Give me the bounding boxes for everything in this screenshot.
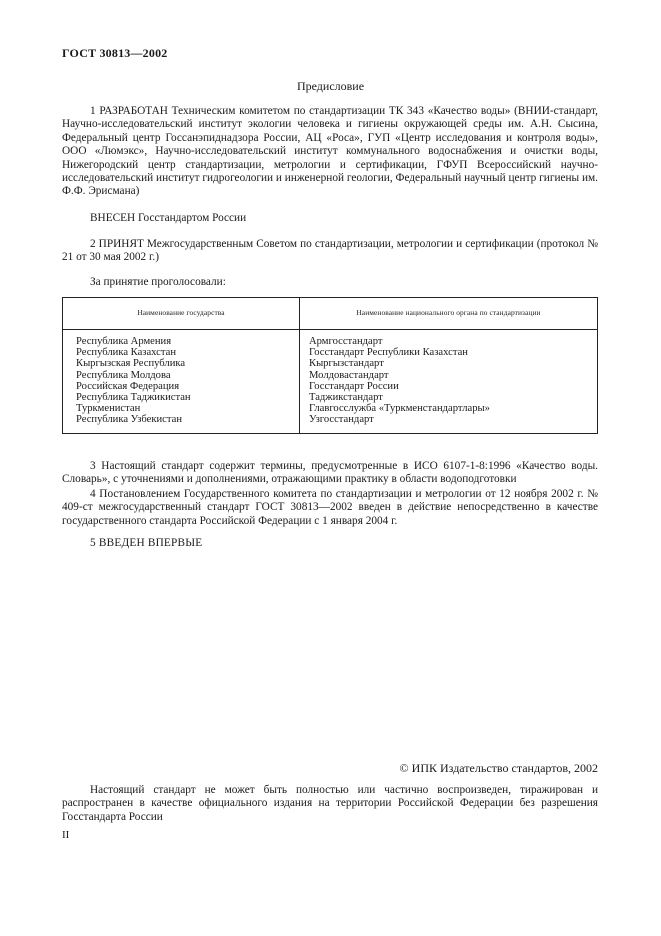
table-cell-body: Молдовастандарт	[309, 369, 389, 381]
paragraph-developed-by: 1 РАЗРАБОТАН Техническим комитетом по стандартизации ТК 343 «Качество воды» (ВНИИ-стандарт, Научно-исследовательский институт экологии человека и гигиены окружающей среды им. А.Н. Сысина, Федеральный центр Госсанэпиднадзора России, АЦ «Роса», ГУП «Центр исследования и контроля воды», ООО «Люмэкс», Научно-исследовательский институт коммунального водоснабжения и очистки воды, Нижегородский центр стандартизации, метрологии и сертификации, ГФУП Всероссийский научно-исследовательский институт гидрогеологии и инженерной геологии, Федеральный научный центр гигиены им. Ф.Ф. Эрисмана)	[62, 105, 598, 198]
table-header-state: Наименование государства	[137, 308, 225, 317]
paragraph-voted-for: За принятие проголосовали:	[90, 276, 226, 288]
table-cell-body: Таджикстандарт	[309, 392, 383, 404]
table-cell-state: Российская Федерация	[76, 380, 180, 392]
table-cell-state: Республика Армения	[76, 336, 172, 347]
paragraph-terms: 3 Настоящий стандарт содержит термины, предусмотренные в ИСО 6107-1-8:1996 «Качество воды. Словарь», с уточнениями и дополнениями, отражающими практику в области водоподготовки	[62, 460, 598, 486]
reproduction-notice: Настоящий стандарт не может быть полностью или частично воспроизведен, тиражирован и распространен в качестве официального издания на территории Российской Федерации без разрешения Госстандарта России	[62, 784, 598, 823]
section-title: Предисловие	[296, 79, 365, 93]
paragraph-resolution: 4 Постановлением Государственного комитета по стандартизации и метрологии от 12 ноября 2002 г. № 409-ст межгосударственный стандарт ГОСТ 30813—2002 введен в действие непосредственно в качестве государственного стандарта Российской Федерации с 1 января 2004 г.	[62, 488, 598, 527]
paragraph-introduced-by: ВНЕСЕН Госстандартом России	[90, 212, 247, 224]
table-cell-body: Кыргызстандарт	[309, 358, 384, 370]
table-header-divider	[63, 329, 597, 330]
table-cell-state: Республика Таджикистан	[76, 392, 191, 404]
table-cell-body: Главгосслужба «Туркменстандартлары»	[309, 403, 490, 415]
table-cell-body: Госстандарт Республики Казахстан	[309, 347, 468, 359]
paragraph-adopted-by: 2 ПРИНЯТ Межгосударственным Советом по стандартизации, метрологии и сертификации (протокол № 21 от 30 мая 2002 г.)	[62, 238, 598, 264]
voting-table	[62, 297, 598, 434]
copyright-notice: © ИПК Издательство стандартов, 2002	[399, 761, 598, 775]
table-header-body: Наименование национального органа по стандартизации	[356, 308, 541, 317]
table-cell-body: Армгосстандарт	[309, 336, 383, 347]
document-header: ГОСТ 30813—2002	[62, 46, 168, 60]
paragraph-first-introduced: 5 ВВЕДЕН ВПЕРВЫЕ	[90, 537, 203, 549]
table-cell-state: Республика Казахстан	[76, 347, 177, 359]
table-cell-state: Кыргызская Республика	[76, 358, 186, 370]
table-cell-body: Госстандарт России	[309, 380, 399, 392]
table-cell-state: Республика Молдова	[76, 369, 171, 381]
table-column-divider	[299, 298, 300, 433]
page-number: II	[62, 829, 70, 841]
table-column-states	[76, 336, 296, 426]
table-cell-body: Узгосстандарт	[309, 414, 374, 426]
table-cell-state: Республика Узбекистан	[76, 414, 183, 426]
table-column-bodies	[309, 336, 594, 426]
table-cell-state: Туркменистан	[76, 403, 141, 415]
